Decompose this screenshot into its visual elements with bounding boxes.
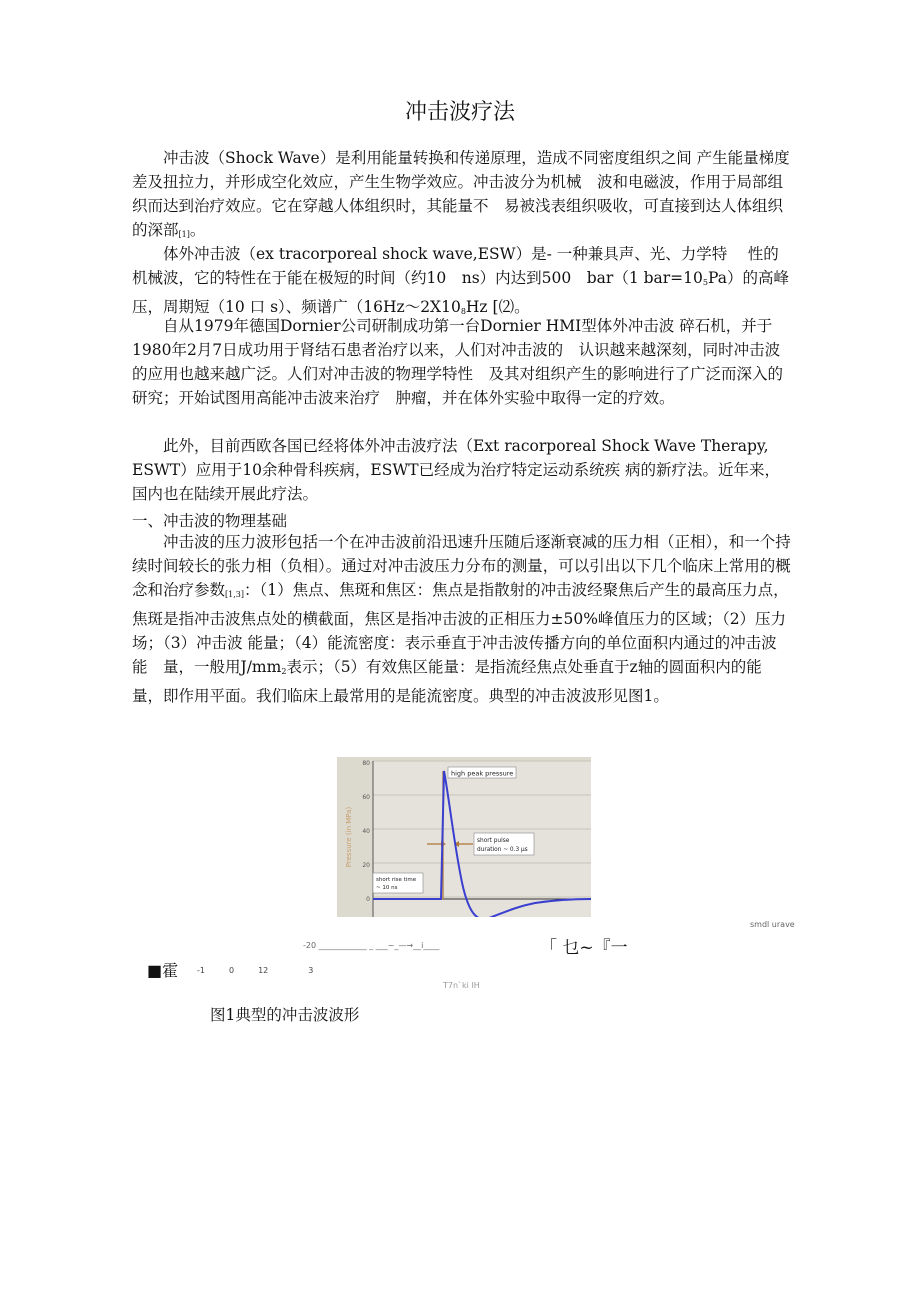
ocr-fragment-tnki: T7n`ki IH	[443, 981, 480, 990]
pulse-duration-label-line2: duration ~ 0.3 µs	[477, 847, 528, 853]
paragraph-physics: 冲击波的压力波形包括一个在冲击波前沿迅速升压随后逐渐衰减的压力相（正相），和一个持续时间较长的张力相（负相）。通过对冲击波压力分布的测量，可以引出以下几个临床上常用的概念和治疗参数$_{[1,3]}$：（1）焦点、焦斑和焦区：焦点是指散射的冲击波经聚焦后产生的最高压力点，焦斑是指冲击波焦点处的横截面，焦区是指冲击波的正相压力±50%峰值压力的区域；（2）压力场；（3）冲击波 能量；（4）能流密度：表示垂直于冲击波传播方向的单位面积内通过的冲击波能 量，一般用$J/mm_2$表示；（5）有效焦区能量：是指流经焦点处垂直于z轴的圆面积内的能量，即作用平面。我们临床上最常用的是能流密度。典型的冲击波波形见图1。	[132, 533, 791, 705]
waveform-plot	[337, 757, 591, 917]
y-tick-label: 40	[362, 828, 370, 835]
ocr-fragment-ticks: -1 0 12 3	[197, 966, 314, 975]
y-tick-label: 20	[362, 862, 370, 869]
y-axis-label: Pressure (in MPa)	[345, 806, 353, 868]
y-tick-label: 80	[362, 760, 370, 767]
ocr-fragment-huo: ■霍	[147, 961, 179, 980]
shock-wave-figure	[337, 757, 591, 917]
ocr-fragment-small-urave: smdl urave	[750, 920, 795, 929]
paragraph-eswt: 此外，目前西欧各国已经将体外冲击波疗法（Ext racorporeal Shock Wave Therapy, ESWT）应用于10余种骨科疾病，ESWT已经成为治疗特定运动系统疾 病的新疗法。近年来，国内也在陆续开展此疗法。	[132, 437, 781, 503]
rise-time-label-line1: short rise time	[376, 877, 417, 883]
ocr-fragment-axis-line: -20 ____________ _ ___~_—→__i____	[303, 941, 440, 950]
paragraph-intro: 冲击波（Shock Wave）是利用能量转换和传递原理，造成不同密度组织之间 产生能量梯度差及扭拉力，并形成空化效应，产生生物学效应。冲击波分为机械 波和电磁波，作用于局部组织而达到治疗效应。它在穿越人体组织时，其能量不 易被浅表组织吸收，可直接到达人体组织的深部$_{[1]}$。	[132, 149, 790, 239]
y-tick-label: 60	[362, 794, 370, 801]
paragraph-esw: 体外冲击波（ex tracorporeal shock wave,ESW）是- 一种兼具声、光、力学特 性的机械波，它的特性在于能在极短的时间（约10 ns）内达到500 bar（1 $bar=10_5Pa$）的高峰压，周期短（10 口 s）、频谱广（16Hz〜$2X10_8Hz$ [⑵。	[132, 245, 789, 316]
pulse-duration-label-line1: short pulse	[477, 838, 510, 844]
figure-caption: 图1典型的冲击波波形	[210, 1006, 360, 1024]
paragraph-history: 自从1979年德国Dornier公司研制成功第一台Dornier HMI型体外冲击波 碎石机，并于1980年2月7日成功用于肾结石患者治疗以来，人们对冲击波的 认识越来越深刻，同时冲击波的应用也越来越广泛。人们对冲击波的物理学特性 及其对组织产生的影响进行了广泛而深入的研究；开始试图用高能冲击波来治疗 肿瘤，并在体外实验中取得一定的疗效。	[132, 317, 784, 407]
ocr-fragment-glyphs: 「 乜~『一	[540, 938, 628, 958]
rise-time-label-line2: ~ 10 ns	[376, 885, 398, 891]
section-heading: 一、冲击波的物理基础	[132, 512, 288, 530]
reference-mark: [1]	[178, 230, 190, 239]
peak-pressure-label: high peak pressure	[451, 769, 514, 778]
document-title: 冲击波疗法	[404, 100, 515, 125]
y-tick-label: 0	[366, 896, 370, 903]
